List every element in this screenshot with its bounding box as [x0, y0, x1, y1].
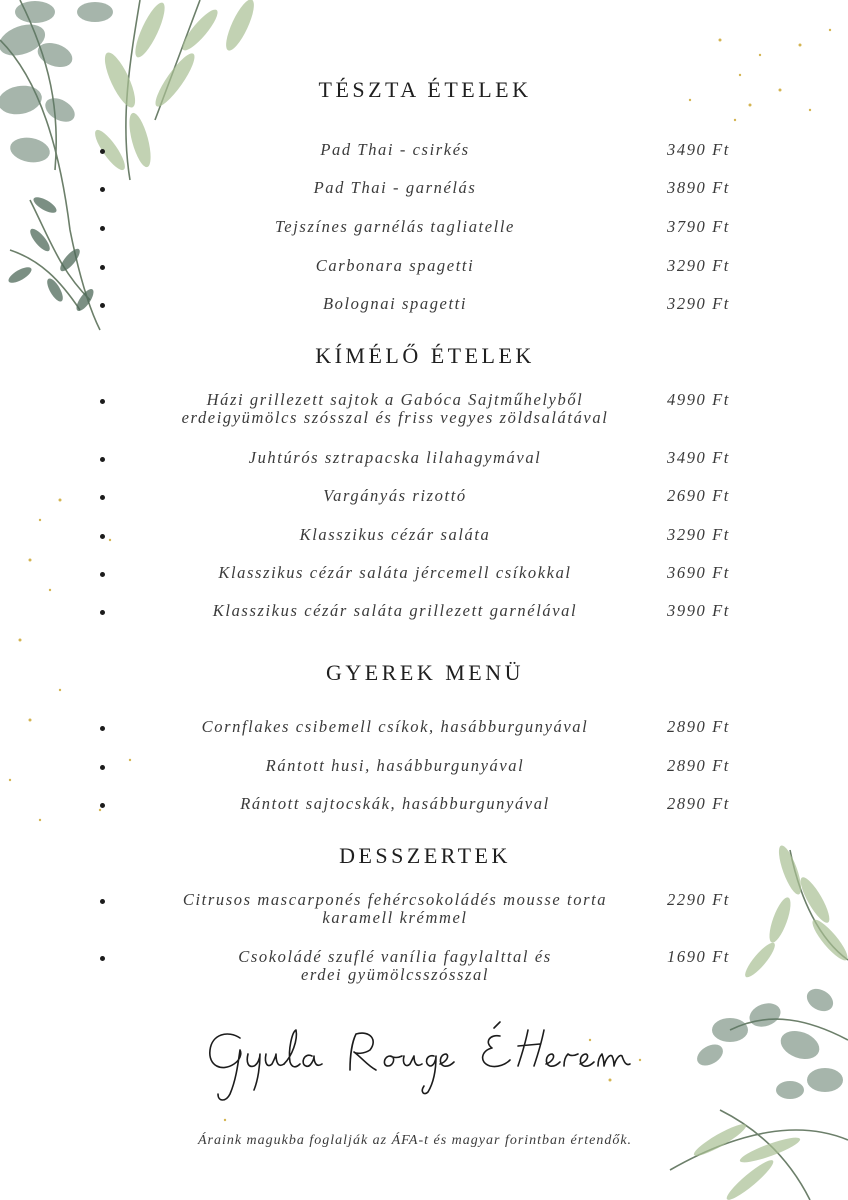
bullet-icon: [100, 899, 105, 904]
bullet-icon: [100, 226, 105, 231]
item-name: Klasszikus cézár saláta: [299, 525, 491, 544]
item-price: 2890 Ft: [667, 794, 730, 813]
item-name: Klasszikus cézár saláta jércemell csíkokkal: [218, 563, 572, 582]
item-price: 3290 Ft: [667, 256, 730, 275]
item-price: 3290 Ft: [667, 294, 730, 313]
item-price: 2690 Ft: [667, 486, 730, 505]
bullet-icon: [100, 572, 105, 577]
item-name: Citrusos mascarponés fehércsokoládés mousse torta karamell krémmel: [182, 890, 608, 927]
bullet-icon: [100, 457, 105, 462]
item-price: 2290 Ft: [667, 890, 730, 909]
item-name: Csokoládé szuflé vanília fagylalttal és erdei gyümölcsszósszal: [238, 947, 552, 984]
item-price: 3890 Ft: [667, 178, 730, 197]
item-name: Rántott husi, hasábburgunyával: [265, 756, 525, 775]
bullet-icon: [100, 610, 105, 615]
bullet-icon: [100, 265, 105, 270]
item-name: Vargányás rizottó: [323, 486, 467, 505]
bullet-icon: [100, 187, 105, 192]
bullet-icon: [100, 495, 105, 500]
item-price: 4990 Ft: [667, 390, 730, 409]
restaurant-signature-logo: [200, 1020, 640, 1110]
bullet-icon: [100, 803, 105, 808]
item-name: Cornflakes csibemell csíkok, hasábburgunyával: [201, 717, 589, 736]
item-price: 3490 Ft: [667, 448, 730, 467]
item-name: Carbonara spagetti: [315, 256, 475, 275]
bullet-icon: [100, 149, 105, 154]
bullet-icon: [100, 765, 105, 770]
eucalyptus-leaves-icon: [0, 0, 270, 340]
item-price: 3690 Ft: [667, 563, 730, 582]
section-title: KÍMÉLŐ ÉTELEK: [315, 343, 535, 368]
item-name: Tejszínes garnélás tagliatelle: [275, 217, 515, 236]
item-price: 3490 Ft: [667, 140, 730, 159]
section-title: TÉSZTA ÉTELEK: [318, 77, 532, 102]
item-name: Bolognai spagetti: [322, 294, 468, 313]
item-name: Rántott sajtocskák, hasábburgunyával: [240, 794, 550, 813]
bullet-icon: [100, 726, 105, 731]
bullet-icon: [100, 399, 105, 404]
bullet-icon: [100, 534, 105, 539]
item-price: 3790 Ft: [667, 217, 730, 236]
item-price: 1690 Ft: [667, 947, 730, 966]
item-name: Házi grillezett sajtok a Gabóca Sajtműhelyből erdeigyümölcs szósszal és friss vegyes zöldsalátával: [181, 390, 609, 427]
footer-note: Áraink magukba foglalják az ÁFA-t és magyar forintban értendők.: [197, 1133, 633, 1148]
bullet-icon: [100, 956, 105, 961]
item-name: Pad Thai - garnélás: [313, 178, 477, 197]
item-name: Pad Thai - csirkés: [320, 140, 470, 159]
item-price: 2890 Ft: [667, 717, 730, 736]
bullet-icon: [100, 303, 105, 308]
item-name: Klasszikus cézár saláta grillezett garnélával: [212, 601, 578, 620]
item-price: 3990 Ft: [667, 601, 730, 620]
item-name: Juhtúrós sztrapacska lilahagymával: [248, 448, 542, 467]
section-title: GYEREK MENÜ: [326, 660, 524, 685]
item-price: 2890 Ft: [667, 756, 730, 775]
item-price: 3290 Ft: [667, 525, 730, 544]
section-title: DESSZERTEK: [339, 843, 511, 868]
